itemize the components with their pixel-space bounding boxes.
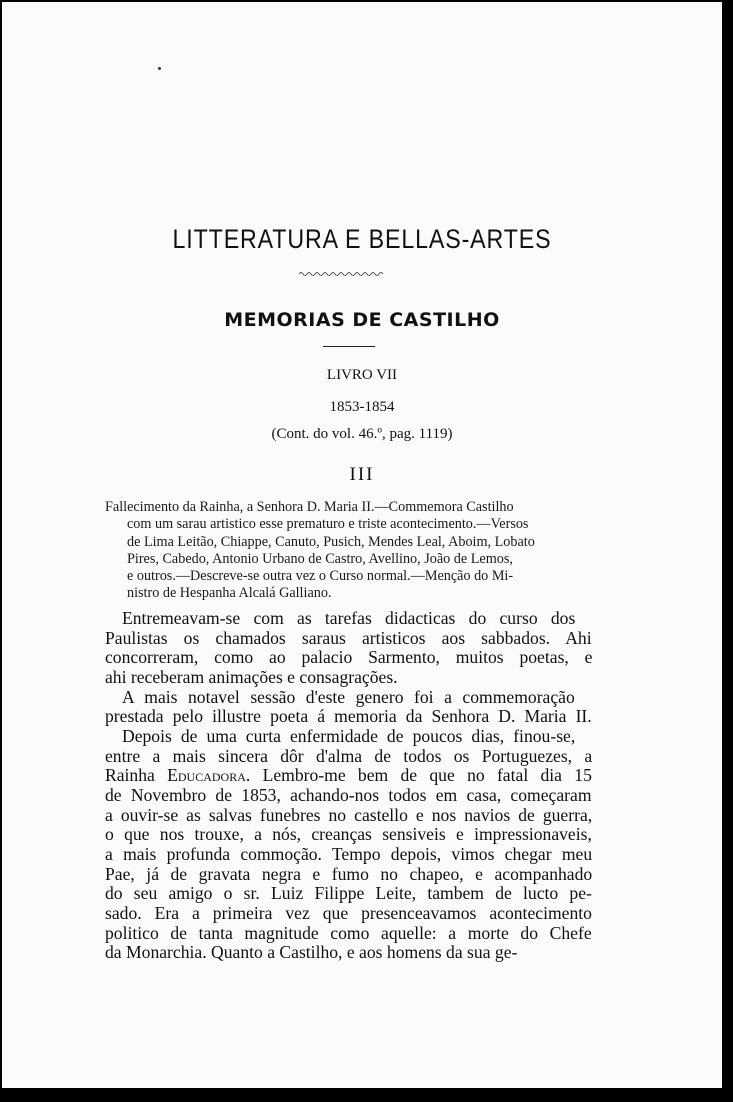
body-line: Entremeavam-se com as tarefas didacticas do curso dos	[122, 608, 576, 628]
body-line: a ouvir-se as salvas funebres no castello e nos navios de guerra,	[105, 804, 593, 825]
body-line: concorreram, como ao palacio Sarmento, muitos poetas, e	[105, 647, 593, 668]
small-caps-word: Educadora	[167, 765, 246, 786]
body-line: Depois de uma curta enfermidade de poucos dias, finou-se,	[122, 725, 576, 746]
body-line: do seu amigo o sr. Luiz Filippe Leite, tambem de lucto pe-	[105, 883, 592, 904]
body-line: politico de tanta magnitude como aquelle: a morte do Chefe	[105, 922, 592, 943]
chapter-number: III	[349, 464, 375, 485]
article-title: MEMORIAS DE CASTILHO	[224, 309, 500, 331]
body-line: Paulistas os chamados saraus artisticos aos sabbados. Ahi	[105, 627, 592, 648]
body-line: Rainha Educadora. Lembro-me bem de que no fatal dia 15	[105, 765, 592, 786]
summary-line: com um sarau artistico esse prematuro e triste acontecimento.—Versos	[127, 516, 529, 533]
summary-line: Fallecimento da Rainha, a Senhora D. Maria II.—Commemora Castilho	[105, 499, 514, 515]
body-line: de Novembro de 1853, achando-nos todos em casa, começaram	[105, 784, 592, 805]
body-line: A mais notavel sessão d'este genero foi a commemoração	[122, 686, 575, 707]
page-speck	[158, 67, 161, 70]
body-text	[105, 609, 592, 963]
book-number: LIVRO VII	[326, 367, 398, 383]
summary-line: Pires, Cabedo, Antonio Urbano de Castro, Avellino, João de Lemos,	[127, 550, 513, 567]
body-line: entre a mais sincera dôr d'alma de todos os Portuguezes, a	[105, 745, 593, 766]
section-title: LITTERATURA E BELLAS-ARTES	[172, 224, 552, 254]
summary-line: e outros.—Descreve-se outra vez o Curso normal.—Menção do Mi-	[127, 568, 514, 585]
body-line: Pae, já de gravata negra e fumo no chapeo, e acompanhado	[105, 863, 593, 884]
chapter-summary	[105, 499, 593, 603]
body-line: a mais profunda commoção. Tempo depois, vimos chegar meu	[105, 843, 593, 864]
summary-line: de Lima Leitão, Chiappe, Canuto, Pusich, Mendes Leal, Aboim, Lobato	[127, 533, 535, 550]
continuation-note: (Cont. do vol. 46.º, pag. 1119)	[271, 426, 453, 442]
ornament-divider	[299, 270, 385, 278]
title-rule	[323, 346, 375, 347]
body-line: sado. Era a primeira vez que presenceavamos acontecimento	[105, 902, 592, 923]
year-range: 1853-1854	[329, 399, 395, 415]
body-line: ahi receberam animações e consagrações.	[105, 666, 398, 687]
summary-line: nistro de Hespanha Alcalá Galliano.	[127, 585, 332, 602]
body-line: o que nos trouxe, a nós, creanças sensiveis e impressionaveis,	[105, 824, 592, 845]
body-line: da Monarchia. Quanto a Castilho, e aos homens da sua ge-	[105, 942, 518, 963]
body-line: prestada pelo illustre poeta á memoria da Senhora D. Maria II.	[105, 706, 592, 727]
